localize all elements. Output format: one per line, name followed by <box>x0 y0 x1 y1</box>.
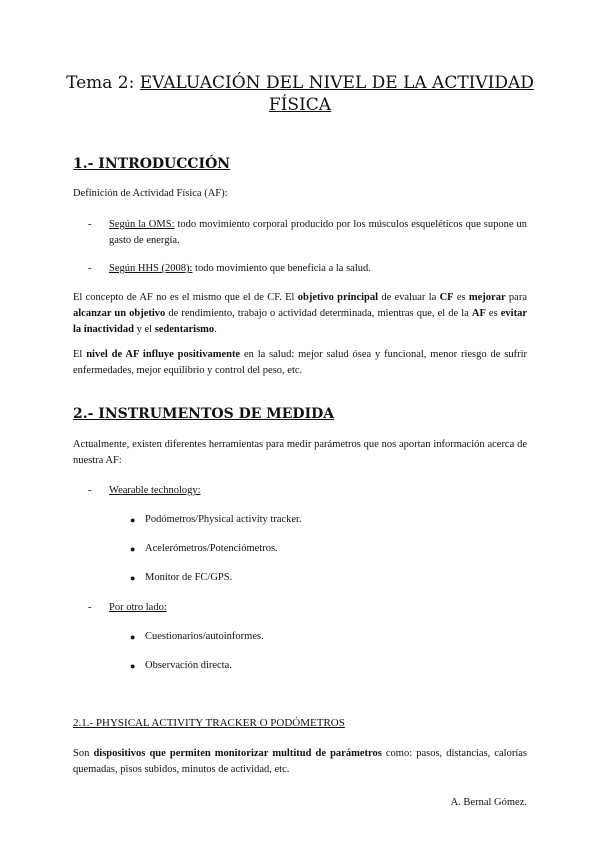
bullet-text: Observación directa. <box>145 660 232 671</box>
section-heading-introduccion: 1.- INTRODUCCIÓN <box>73 156 231 172</box>
text-run: es <box>453 292 469 303</box>
bullet-item <box>130 512 302 528</box>
bullet-item <box>130 658 232 674</box>
text-run: Son <box>73 748 94 759</box>
wearable-label <box>109 483 527 499</box>
bullet-marker: ● <box>130 661 136 671</box>
page-title <box>60 72 540 116</box>
dash-marker: - <box>88 263 92 274</box>
list-item-otro-lado <box>88 600 527 616</box>
oms-definition <box>109 217 527 249</box>
bullet-text: Cuestionarios/autoinformes. <box>145 631 264 642</box>
bold-run: mejorar <box>468 292 506 303</box>
bullet-marker: ● <box>130 515 136 525</box>
paragraph-af-vs-cf <box>73 290 527 338</box>
paragraph-nivel-af <box>73 347 527 379</box>
text-run: de rendimiento, trabajo o actividad determinada, mientras que, el de la <box>165 308 472 319</box>
bullet-text: Acelerómetros/Potenciómetros. <box>145 543 278 554</box>
bold-run: CF <box>439 292 454 303</box>
dash-marker: - <box>88 219 92 230</box>
text-run: de evaluar la <box>378 292 440 303</box>
text-run: El concepto de AF no es el mismo que el de CF. El <box>73 292 298 303</box>
text-run: y el <box>133 324 155 335</box>
author-signature: A. Bernal Gómez. <box>450 797 527 808</box>
list-item-hhs <box>88 261 527 277</box>
bullet-text: Monitor de FC/GPS. <box>145 572 233 583</box>
bold-run: alcanzar un objetivo <box>73 308 166 319</box>
bold-run: AF <box>471 308 486 319</box>
hhs-definition <box>109 261 527 277</box>
text-run: en la salud: mejor salud ósea y funcional, menor riesgo de sufrir enfermedades, mejor equilibrio y control del peso, etc. <box>73 349 528 376</box>
instruments-intro: Actualmente, existen diferentes herramientas para medir parámetros que nos aportan información acerca de nuestra AF: <box>73 439 527 466</box>
dash-marker: - <box>88 485 92 496</box>
hhs-text: todo movimiento que beneficia a la salud. <box>192 263 371 274</box>
text-run: para <box>505 292 527 303</box>
section-heading-instrumentos: 2.- INSTRUMENTOS DE MEDIDA <box>73 406 335 422</box>
list-item-oms <box>88 217 527 249</box>
text-run: . <box>214 324 217 335</box>
bold-run: nivel de AF influye positivamente <box>86 349 241 360</box>
text-run: como: pasos, distancias, calorías quemadas, pisos subidos, minutos de actividad, etc. <box>73 748 528 775</box>
bold-run: evitar la inactividad <box>73 308 528 335</box>
definition-text: Definición de Actividad Física (AF): <box>73 188 228 199</box>
oms-text: todo movimiento corporal producido por los músculos esqueléticos que supone un gasto de energía. <box>109 219 527 246</box>
bullet-marker: ● <box>130 632 136 642</box>
hhs-label: Según HHS (2008): <box>109 263 193 274</box>
bold-run: dispositivos que permiten monitorizar multitud de parámetros <box>93 748 382 759</box>
oms-label: Según la OMS: <box>109 219 175 230</box>
bullet-item <box>130 570 232 586</box>
text-run: El <box>73 349 87 360</box>
list-item-wearable <box>88 483 527 499</box>
bullet-marker: ● <box>130 573 136 583</box>
title-main: EVALUACIÓN DEL NIVEL DE LA ACTIVIDAD FÍSICA <box>139 73 534 115</box>
bold-run: objetivo principal <box>297 292 379 303</box>
bullet-item <box>130 629 264 645</box>
bullet-text: Podómetros/Physical activity tracker. <box>145 514 302 525</box>
other-label-text: Por otro lado: <box>109 602 167 613</box>
subsection-heading-tracker: 2.1.- PHYSICAL ACTIVITY TRACKER O PODÓMETROS <box>73 717 345 729</box>
wearable-label-text: Wearable technology: <box>109 485 201 496</box>
title-prefix: Tema 2: <box>66 73 140 93</box>
bold-run: sedentarismo <box>154 324 215 335</box>
dash-marker: - <box>88 602 92 613</box>
bullet-marker: ● <box>130 544 136 554</box>
paragraph-tracker <box>73 746 527 778</box>
bullet-item <box>130 541 278 557</box>
text-run: es <box>485 308 501 319</box>
other-label <box>109 600 527 616</box>
